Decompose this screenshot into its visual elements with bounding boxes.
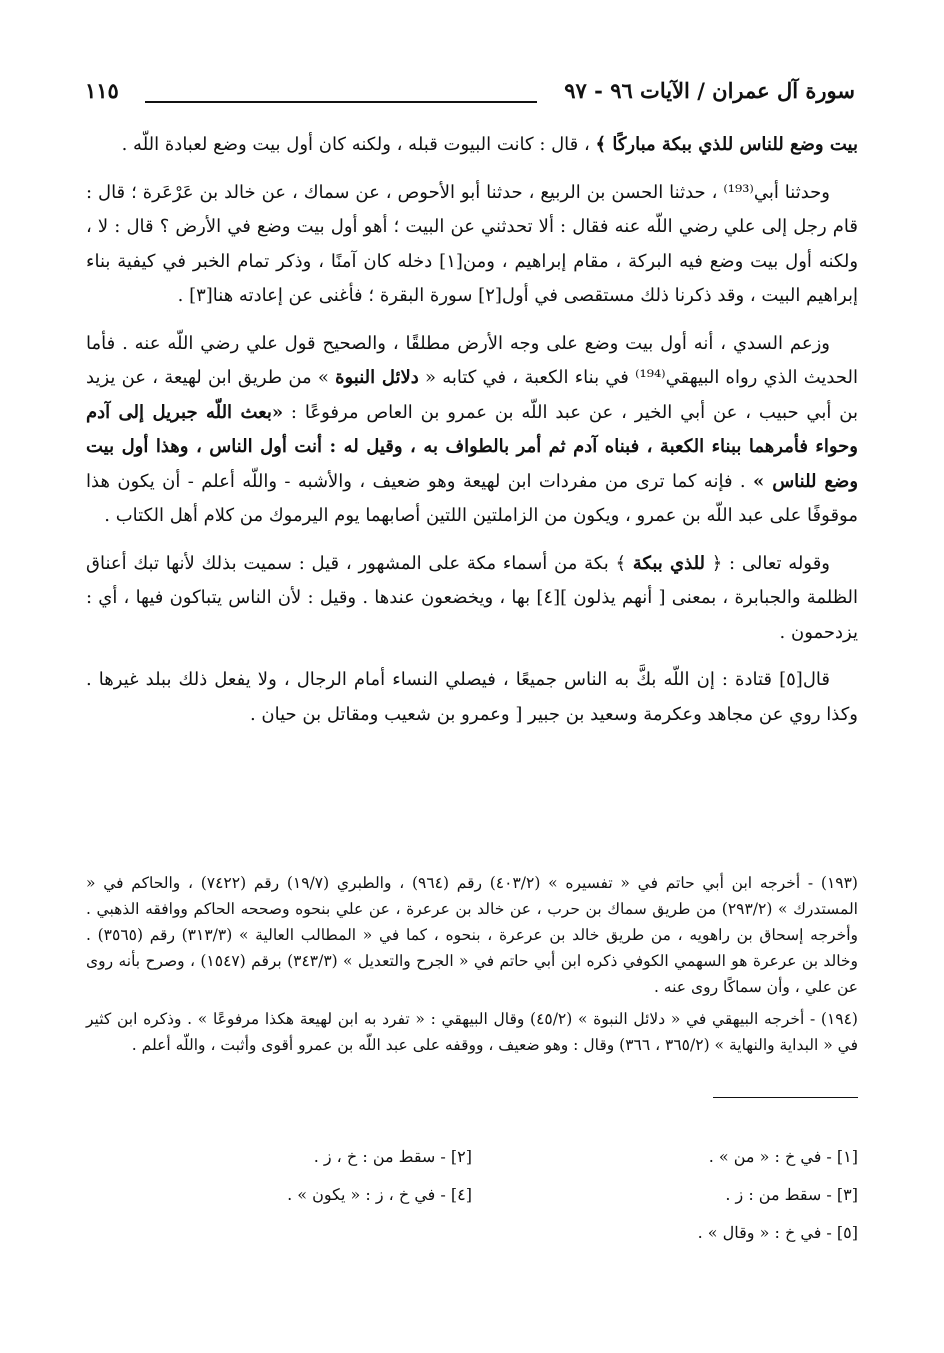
main-text bbox=[86, 128, 858, 745]
header-rule bbox=[145, 101, 537, 103]
text-segment: » من طريق ابن لهيعة ، عن يزيد بن أبي حبيب ، عن أبي الخير ، عن عبد اللّه بن عمرو بن العاص مرفوعًا : bbox=[86, 367, 859, 423]
footnote-separator bbox=[713, 1097, 858, 1098]
text-segment: . فإنه كما ترى من مفردات ابن لهيعة وهو ضعيف ، والأشبه - واللّه أعلم - أن يكون هذا موقوفًا على عبد اللّه بن عمرو ، ويكون من الزاملتين اللتين أصابهما يوم اليرموك من كلام أهل الكتاب . bbox=[86, 470, 858, 526]
text-segment: قال[٥] قتادة : إن اللّه بكَّ به الناس جميعًا ، فيصلي النساء أمام الرجال ، ولا يفعل ذلك ببلد غيرها . وكذا روي عن مجاهد وعكرمة وسعيد بن جبير [ وعمرو بن شعيب ومقاتل بن حيان . bbox=[86, 669, 858, 725]
paragraph bbox=[86, 128, 858, 163]
text-segment: ، قال : كانت البيوت قبله ، ولكنه كان أول بيت وضع لعبادة اللّه . bbox=[121, 134, 596, 155]
bold-text-segment: بيت وضع للناس للذي ببكة مباركًا ﴾ bbox=[595, 134, 858, 155]
paragraph bbox=[86, 663, 858, 732]
footnotes bbox=[86, 870, 858, 1064]
footnote: (١٩٤) - أخرجه البيهقي في « دلائل النبوة » (٤٥/٢) وقال البيهقي : « تفرد به ابن لهيعة هكذا مرفوعًا » . وذكره ابن كثير في « البداية والنهاية » (٣٦٥/٢ ، ٣٦٦) وقال : وهو ضعيف ، ووقفه على عبد اللّه بن عمرو أقوى وأثبت ، واللّه أعلم . bbox=[86, 1010, 858, 1054]
variant-row bbox=[86, 1138, 858, 1176]
variant-note: [٣] - سقط من : ز . bbox=[725, 1185, 858, 1204]
paragraph bbox=[86, 176, 858, 314]
variant-note bbox=[86, 1214, 472, 1252]
variant-note: [٢] - سقط من : خ ، ز . bbox=[313, 1147, 472, 1166]
variant-row bbox=[86, 1214, 858, 1252]
text-segment: وقوله تعالى : ﴿ bbox=[705, 552, 830, 574]
text-segment: وزعم السدي ، أنه أول بيت وضع على وجه الأرض مطلقًا ، والصحيح قول علي رضي اللّه عنه . فأما الحديث الذي رواه البيهقي⁽¹⁹⁴⁾ في بناء الكعبة ، في كتابه « bbox=[86, 332, 858, 388]
page-header bbox=[85, 78, 855, 118]
paragraph bbox=[86, 327, 858, 534]
bold-text-segment: دلائل النبوة bbox=[335, 367, 419, 388]
text-segment: ﴾ بكة من أسماء مكة على المشهور ، قيل : سميت بذلك لأنها تبك أعناق الظلمة والجبابرة ، بمعنى [ أنهم يذلون ][٤] بها ، ويخضعون عندها . وقيل : لأن الناس يتباكون فيها ، أي : يزدحمون . bbox=[86, 552, 858, 643]
paragraph bbox=[86, 547, 858, 651]
variant-row bbox=[86, 1176, 858, 1214]
bold-text-segment: «بعث اللّه جبريل إلى آدم وحواء فأمرهما ببناء الكعبة ، فبناه آدم ثم أمر بالطواف به ، وقيل له : أنت أول الناس ، وهذا أول بيت وضع للناس » bbox=[86, 401, 859, 492]
text-segment: وحدثنا أبي⁽¹⁹³⁾ ، حدثنا الحسن بن الربيع ، حدثنا أبو الأحوص ، عن سماك ، عن خالد بن عَرْعَرة ؛ قال : قام رجل إلى علي رضي اللّه عنه فقال : ألا تحدثني عن البيت ؛ أهو أول بيت وضع في الأرض ؟ قال : لا ، ولكنه أول بيت وضع فيه البركة ، مقام إبراهيم ، ومن[١] دخله كان آمنًا ، وذكر تمام الخبر في كيفية بناء إبراهيم البيت ، وقد ذكرنا ذلك مستقصى في أول[٢] سورة البقرة ؛ فأغنى عن إعادته هنا[٣] . bbox=[86, 181, 859, 306]
page-number: ١١٥ bbox=[85, 78, 119, 103]
running-title: سورة آل عمران / الآيات ٩٦ - ٩٧ bbox=[564, 78, 855, 103]
manuscript-variants bbox=[86, 1138, 858, 1252]
bold-text-segment: للذي ببكة bbox=[632, 552, 706, 574]
footnote: (١٩٣) - أخرجه ابن أبي حاتم في « تفسيره » (٤٠٣/٢) رقم (٩٦٤) ، والطبري (١٩/٧) رقم (٧٤٢٢) ، والحاكم في « المستدرك » (٢٩٣/٢) من طريق سماك بن حرب ، عن خالد بن عرعرة ، عن علي بنحوه وصححه الحاكم ووافقه الذهبي . وأخرجه إسحاق بن راهويه ، من طريق خالد بن عرعرة ، بنحوه ، كما في « المطالب العالية » (٣١٣/٣) رقم (٣٥٦٥) . وخالد بن عرعرة هو السهمي الكوفي ذكره ابن أبي حاتم في « الجرح والتعديل » (٣٤٣/٣) برقم (١٥٤٧) ، وصرح بأنه روى عن علي ، وأن سماكًا روى عنه . bbox=[86, 874, 858, 996]
variant-note: [٤] - في خ ، ز : « يكون » . bbox=[287, 1185, 472, 1204]
variant-note: [٥] - في خ : « وقال » . bbox=[697, 1223, 858, 1242]
variant-note: [١] - في خ : « من » . bbox=[708, 1147, 858, 1166]
